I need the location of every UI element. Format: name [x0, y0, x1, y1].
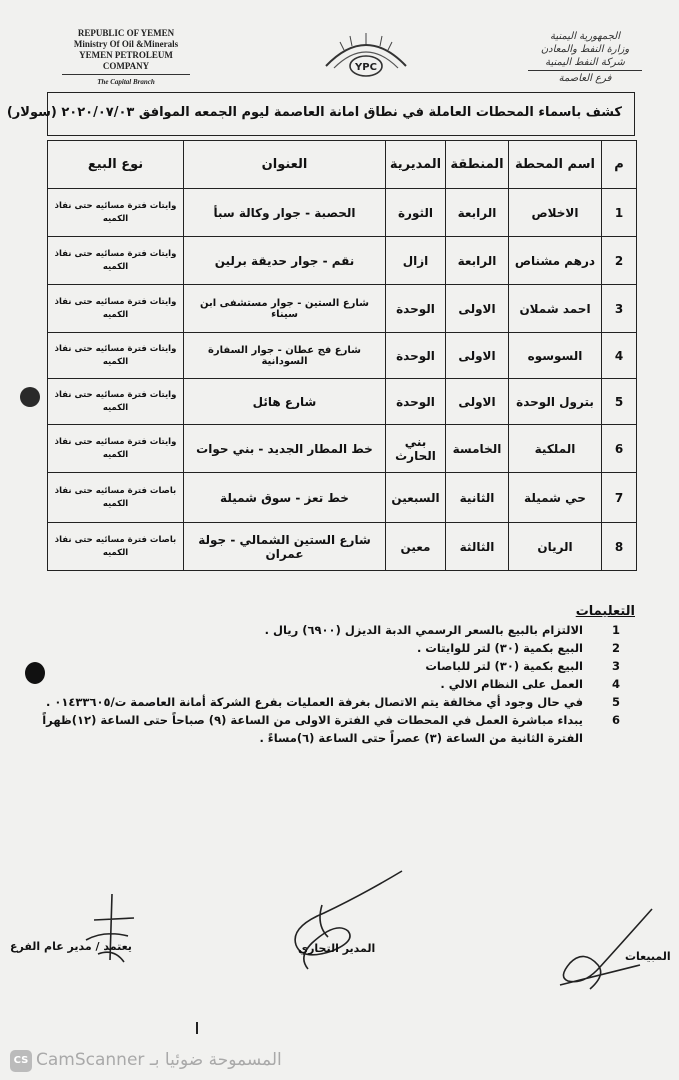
instruction-number: 5: [611, 695, 620, 709]
cell-num: 7: [602, 473, 637, 523]
table-row: [48, 379, 637, 425]
header-en-divider: [62, 74, 190, 75]
cell-district: الثورة: [386, 189, 446, 237]
header-english: [56, 28, 196, 88]
list-item: [63, 731, 623, 749]
instruction-text: يبداء مباشرة العمل في المحطات في الفترة الاولى من الساعة (٩) صباحاً حتى الساعة (١٢)ظهراً: [42, 713, 583, 727]
cell-zone: الخامسة: [446, 425, 509, 473]
cell-district: ازال: [386, 237, 446, 285]
header-sale-type: نوع البيع: [48, 141, 184, 189]
cell-address: شارع هائل: [184, 379, 386, 425]
cell-sale-type: وايتات فترة مسائيه حتى نفاذ الكميه: [48, 333, 184, 379]
cell-zone: الاولى: [446, 333, 509, 379]
stray-mark: [196, 1022, 204, 1034]
cell-sale-type: وايتات فترة مسائيه حتى نفاذ الكميه: [48, 379, 184, 425]
scanner-footer: [0, 1044, 679, 1080]
signature-commercial-mark: [262, 865, 412, 975]
header-ar-republic: الجمهورية اليمنية: [549, 31, 620, 42]
cell-sale-type: وايتات فترة مسائيه حتى نفاذ الكميه: [48, 237, 184, 285]
cell-address: نقم - جوار حديقة برلين: [184, 237, 386, 285]
instruction-text: في حال وجود أي مخالفة يتم الاتصال بغرفة العمليات بفرع الشركة أمانة العاصمة ت/٠١٤٣٣٦٠٥ .: [45, 695, 583, 709]
cell-address: خط المطار الجديد - بني حوات: [184, 425, 386, 473]
table-row: [48, 189, 637, 237]
cell-sale-type: وايتات فترة مسائيه حتى نفاذ الكميه: [48, 425, 184, 473]
table-row: [48, 473, 637, 523]
cell-num: 8: [602, 523, 637, 571]
cell-district: الوحدة: [386, 379, 446, 425]
header-district: المديرية: [386, 141, 446, 189]
instructions-list: [42, 623, 623, 749]
header-ar-divider: [528, 70, 642, 71]
instruction-text: الالتزام بالبيع بالسعر الرسمي الدبة الديزل (٦٩٠٠) ريال .: [264, 623, 583, 637]
list-item: [63, 659, 623, 677]
cell-station: الريان: [509, 523, 602, 571]
cell-num: 6: [602, 425, 637, 473]
cell-district: الوحدة: [386, 333, 446, 379]
cell-district: معين: [386, 523, 446, 571]
cell-zone: الرابعة: [446, 189, 509, 237]
cell-district: الوحدة: [386, 285, 446, 333]
cell-sale-type: باصات فترة مسائيه حتى نفاذ الكميه: [48, 523, 184, 571]
header-arabic: [520, 30, 650, 85]
table-header-row: [48, 141, 637, 189]
header-station: اسم المحطة: [509, 141, 602, 189]
instruction-text: البيع بكمية (٣٠) لتر للوايتات .: [416, 641, 583, 655]
cell-station: الملكية: [509, 425, 602, 473]
cell-num: 1: [602, 189, 637, 237]
cell-zone: الاولى: [446, 379, 509, 425]
cell-station: احمد شملان: [509, 285, 602, 333]
cell-sale-type: باصات فترة مسائيه حتى نفاذ الكميه: [48, 473, 184, 523]
cell-station: درهم مشناص: [509, 237, 602, 285]
list-item: [42, 713, 623, 731]
ypc-logo: [320, 30, 412, 82]
instruction-number: 1: [611, 623, 620, 637]
cell-zone: الاولى: [446, 285, 509, 333]
cell-num: 4: [602, 333, 637, 379]
header-en-ministry: Ministry Of Oil &Minerals: [73, 39, 179, 49]
instruction-number: 2: [611, 641, 620, 655]
cell-address: شارع الستين - جوار مستشفى ابن سيناء: [184, 285, 386, 333]
header-address: العنوان: [184, 141, 386, 189]
signature-sales: المبيعات: [625, 950, 671, 963]
cell-num: 2: [602, 237, 637, 285]
table-row: [48, 425, 637, 473]
stations-table: [47, 140, 637, 571]
list-item: [63, 677, 623, 695]
cell-station: بترول الوحدة: [509, 379, 602, 425]
cell-station: حي شميلة: [509, 473, 602, 523]
cell-num: 5: [602, 379, 637, 425]
instruction-text: البيع بكمية (٣٠) لتر للباصات: [425, 659, 583, 673]
list-item: [63, 641, 623, 659]
punch-hole-mark: [25, 662, 45, 684]
title-box: [6, 92, 635, 136]
document-title: كشف باسماء المحطات العاملة في نطاق امانة العاصمة ليوم الجمعه الموافق ٢٠٢٠/٠٧/٠٣ (سولار): [6, 105, 622, 120]
signature-approve: يعتمد / مدير عام الفرع: [10, 940, 132, 953]
header-ar-ministry: وزارة النفط والمعادن: [540, 44, 630, 55]
signature-commercial: المدير التجاري: [298, 942, 376, 955]
header-ar-branch: فرع العاصمة: [558, 73, 612, 84]
cell-zone: الثانية: [446, 473, 509, 523]
cell-zone: الرابعة: [446, 237, 509, 285]
instruction-number: 4: [611, 677, 620, 691]
header-en-republic: REPUBLIC OF YEMEN: [77, 28, 175, 38]
logo-text: YPC: [355, 62, 377, 73]
table-row: [48, 285, 637, 333]
camscanner-watermark: CamScanner المسموحة ضوئيا بـ: [36, 1050, 282, 1070]
header-ar-company: شركة النفط اليمنية: [545, 57, 625, 68]
instruction-number: 6: [611, 713, 620, 727]
cell-zone: الثالثة: [446, 523, 509, 571]
header-en-branch: The Capital Branch: [97, 78, 155, 86]
instructions-title: التعليمات: [575, 604, 635, 619]
list-item: [45, 695, 623, 713]
cell-station: السوسوه: [509, 333, 602, 379]
cell-address: خط تعز - سوق شميلة: [184, 473, 386, 523]
cell-address: الحصبة - جوار وكالة سبأ: [184, 189, 386, 237]
list-item: [63, 623, 623, 641]
table-row: [48, 237, 637, 285]
cell-district: السبعين: [386, 473, 446, 523]
signature-approve-mark: [74, 890, 144, 970]
instruction-text: العمل على النظام الالي .: [440, 677, 583, 691]
header-num: م: [602, 141, 637, 189]
cell-station: الاخلاص: [509, 189, 602, 237]
instruction-number: 3: [611, 659, 620, 673]
instruction-continuation: الفترة الثانية من الساعة (٣) عصراً حتى الساعة (٦)مساءً .: [259, 731, 583, 745]
cell-sale-type: وايتات فترة مسائيه حتى نفاذ الكميه: [48, 189, 184, 237]
camscanner-icon: CS: [10, 1050, 32, 1072]
cell-num: 3: [602, 285, 637, 333]
table-row: [48, 523, 637, 571]
punch-hole-mark: [20, 387, 40, 407]
header-zone: المنطقة: [446, 141, 509, 189]
cell-district: بني الحارث: [386, 425, 446, 473]
cell-address: شارع الستين الشمالي - جولة عمران: [184, 523, 386, 571]
cell-sale-type: وايتات فترة مسائيه حتى نفاذ الكميه: [48, 285, 184, 333]
header-en-company: YEMEN PETROLEUM COMPANY: [79, 50, 173, 71]
cell-address: شارع فج عطان - جوار السفارة السودانية: [184, 333, 386, 379]
table-row: [48, 333, 637, 379]
